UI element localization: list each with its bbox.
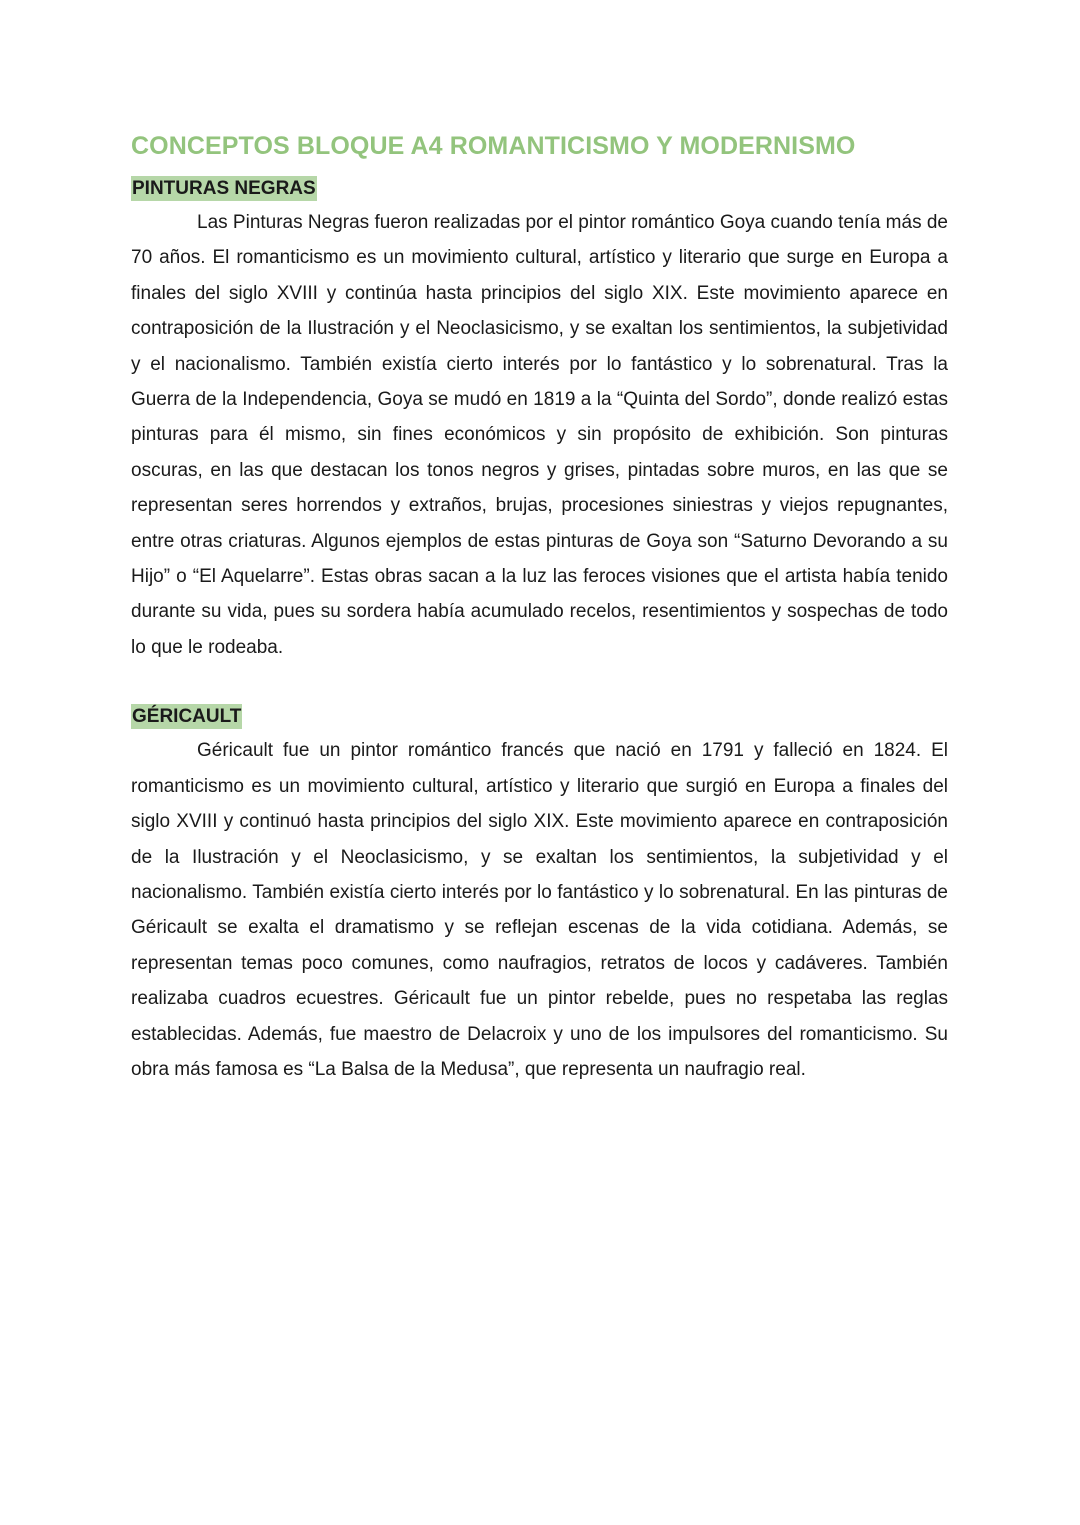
- section-body-pinturas-negras: Las Pinturas Negras fueron realizadas por el pintor romántico Goya cuando tenía más de 70 años. El romanticismo es un movimiento cultural, artístico y literario que surge en Europa a finales del siglo XVIII y continúa hasta principios del siglo XIX. Este movimiento aparece en contraposición de la Ilustración y el Neoclasicismo, y se exaltan los sentimientos, la subjetividad y el nacionalismo. También existía cierto interés por lo fantástico y lo sobrenatural. Tras la Guerra de la Independencia, Goya se mudó en 1819 a la “Quinta del Sordo”, donde realizó estas pinturas para él mismo, sin fines económicos y sin propósito de exhibición. Son pinturas oscuras, en las que destacan los tonos negros y grises, pintadas sobre muros, en las que se representan seres horrendos y extraños, brujas, procesiones siniestras y viejos repugnantes, entre otras criaturas. Algunos ejemplos de estas pinturas de Goya son “Saturno Devorando a su Hijo” o “El Aquelarre”. Estas obras sacan a la luz las feroces visiones que el artista había tenido durante su vida, pues su sordera había acumulado recelos, resentimientos y sospechas de todo lo que le rodeaba.: [131, 212, 948, 658]
- section-heading-wrap: [131, 174, 948, 205]
- section-body-gericault: Géricault fue un pintor romántico francés que nació en 1791 y falleció en 1824. El romanticismo es un movimiento cultural, artístico y literario que surgió en Europa a finales del siglo XVIII y continuó hasta principios del siglo XIX. Este movimiento aparece en contraposición de la Ilustración y el Neoclasicismo, y se exaltan los sentimientos, la subjetividad y el nacionalismo. También existía cierto interés por lo fantástico y lo sobrenatural. En las pinturas de Géricault se exalta el dramatismo y se reflejan escenas de la vida cotidiana. Además, se representan temas poco comunes, como naufragios, retratos de locos y cadáveres. También realizaba cuadros ecuestres. Géricault fue un pintor rebelde, pues no respetaba las reglas establecidas. Además, fue maestro de Delacroix y uno de los impulsores del romanticismo. Su obra más famosa es “La Balsa de la Medusa”, que representa un naufragio real.: [131, 740, 948, 1080]
- section-heading-pinturas-negras: PINTURAS NEGRAS: [132, 178, 316, 199]
- section-gericault: [131, 702, 948, 1087]
- document-page: [131, 128, 948, 1087]
- section-pinturas-negras: [131, 174, 948, 665]
- section-heading-gericault: GÉRICAULT: [132, 706, 242, 728]
- document-title: CONCEPTOS BLOQUE A4 ROMANTICISMO Y MODERNISMO: [131, 132, 856, 160]
- section-heading-wrap: [131, 702, 948, 733]
